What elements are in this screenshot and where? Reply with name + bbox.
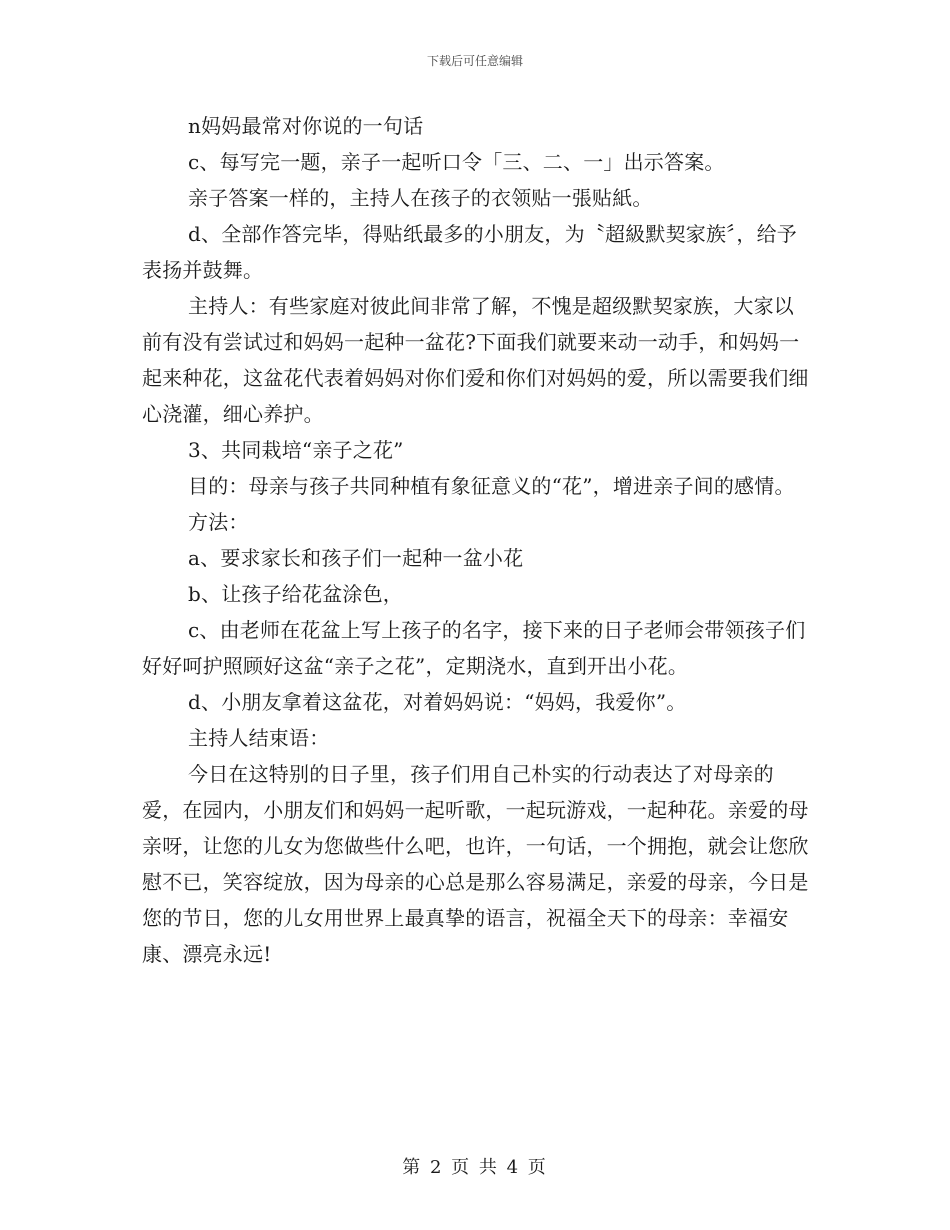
paragraph: 主持人：有些家庭对彼此间非常了解，不愧是超级默契家族，大家以前有没有尝试过和妈妈一起种一盆花?下面我们就要来动一动手，和妈妈一起来种花，这盆花代表着妈妈对你们爱和你们对妈妈的爱，所以需要我们细心浇灌，细心养护。 [142, 294, 809, 426]
section-heading: 3、共同栽培“亲子之花” [188, 438, 404, 462]
document-body [142, 108, 812, 972]
list-item: a、要求家长和孩子们一起种一盆小花 [188, 546, 524, 570]
paragraph: 主持人结束语： [188, 726, 330, 750]
paragraph: c、每写完一题，亲子一起听口令「三、二、一」出示答案。 [188, 150, 725, 174]
paragraph: 目的：母亲与孩子共同种植有象征意义的“花”，增进亲子间的感情。 [188, 474, 795, 498]
paragraph: n妈妈最常对你说的一句话 [188, 114, 424, 138]
paragraph: 方法： [188, 510, 249, 534]
paragraph: 亲子答案一样的，主持人在孩子的衣领贴一張贴紙。 [188, 186, 653, 210]
page-header: 下载后可任意编辑 [426, 54, 523, 68]
paragraph: d、全部作答完毕，得贴纸最多的小朋友，为〝超級默契家族〞，给予表扬并鼓舞。 [142, 222, 798, 282]
list-item: b、让孩子给花盆涂色， [188, 582, 404, 606]
list-item: c、由老师在花盆上写上孩子的名字，接下来的日子老师会带领孩子们好好呵护照顾好这盆“亲子之花”，定期浇水，直到开出小花。 [142, 618, 806, 678]
list-item: d、小朋友拿着这盆花，对着妈妈说：“妈妈，我爱你”。 [188, 690, 687, 714]
page-number: 第 2 页 共 4 页 [402, 1157, 548, 1178]
paragraph: 今日在这特别的日子里，孩子们用自己朴实的行动表达了对母亲的爱，在园内，小朋友们和妈妈一起听歌，一起玩游戏，一起种花。亲爱的母亲呀，让您的儿女为您做些什么吧，也许，一句话，一个拥抱，就会让您欣慰不已，笑容绽放，因为母亲的心总是那么容易满足，亲爱的母亲，今日是您的节日，您的儿女用世界上最真挚的语言，祝福全天下的母亲：幸福安康、漂亮永远! [142, 762, 809, 966]
